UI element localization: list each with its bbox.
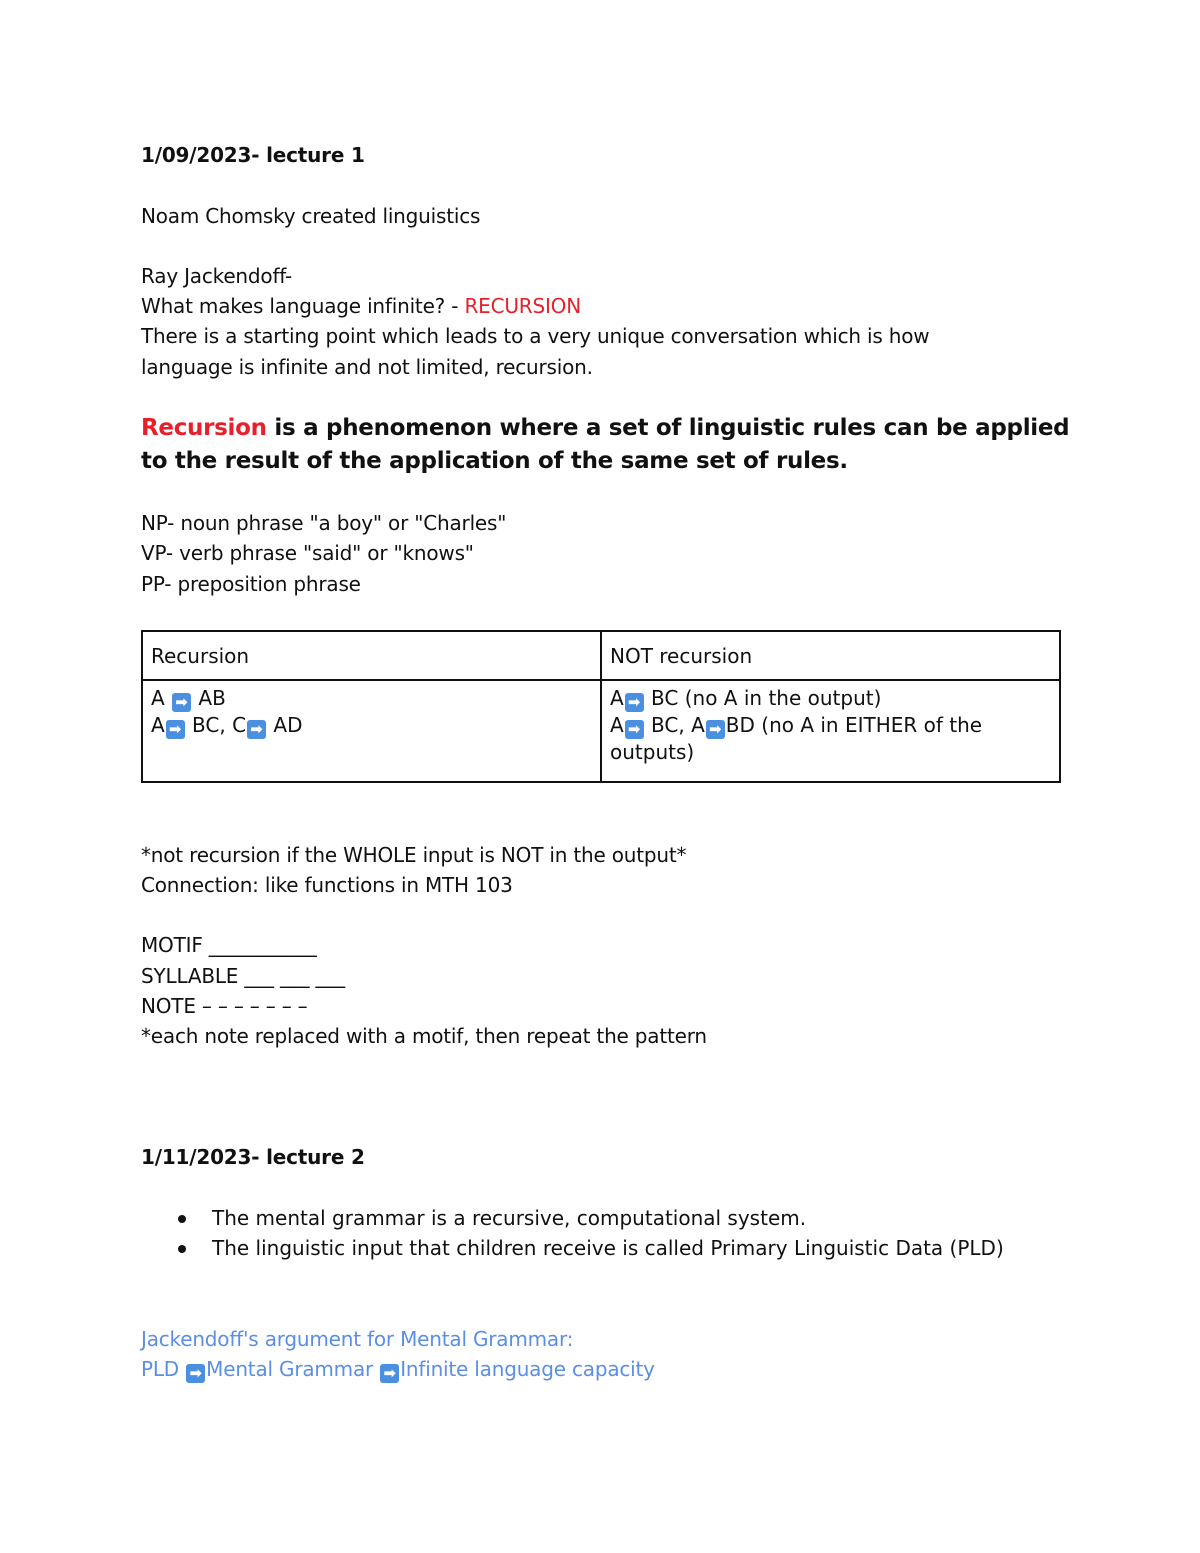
question-line <box>141 291 581 321</box>
lecture2-heading: 1/11/2023- lecture 2 <box>141 1145 365 1169</box>
not-recursion-rule-2: A ➡ BC, A ➡ BD (no A in EITHER of the <box>610 713 983 738</box>
arrow-right-icon: ➡ <box>166 720 185 739</box>
question-text: What makes language infinite? - <box>141 294 465 318</box>
arrow-right-icon: ➡ <box>186 1364 205 1383</box>
syllable-line: SYLLABLE ___ ___ ___ <box>141 964 345 988</box>
arrow-right-icon: ➡ <box>706 720 725 739</box>
table-row <box>142 680 1060 782</box>
arrow-right-icon: ➡ <box>625 693 644 712</box>
argument-flow: PLD ➡ Mental Grammar ➡ Infinite language capacity <box>141 1357 655 1382</box>
recursion-cell <box>142 680 601 782</box>
arrow-right-icon: ➡ <box>247 720 266 739</box>
lecture1-heading: 1/09/2023- lecture 1 <box>141 143 365 167</box>
arrow-right-icon: ➡ <box>625 720 644 739</box>
recursion-rule-1: A ➡ AB <box>151 686 226 711</box>
definition-line-2: to the result of the application of the same set of rules. <box>141 448 848 474</box>
recursion-table <box>141 630 1061 783</box>
definition-text-1: is a phenomenon where a set of linguistic rules can be applied <box>266 415 1070 441</box>
definition-term: Recursion <box>141 415 267 441</box>
connection-line: Connection: like functions in MTH 103 <box>141 873 513 897</box>
each-note-line: *each note replaced with a motif, then repeat the pattern <box>141 1024 707 1048</box>
argument-title: Jackendoff's argument for Mental Grammar: <box>141 1327 574 1351</box>
not-recursion-rule-2-cont: outputs) <box>610 740 695 764</box>
list-item: The linguistic input that children receive is called Primary Linguistic Data (PLD) <box>141 1233 1012 1263</box>
arrow-right-icon: ➡ <box>172 693 191 712</box>
motif-line: MOTIF ___________ <box>141 933 317 957</box>
jackendoff-line: Ray Jackendoff- <box>141 264 293 288</box>
recursion-rule-2: A ➡ BC, C ➡ AD <box>151 713 303 738</box>
not-recursion-rule-1: A ➡ BC (no A in the output) <box>610 686 882 711</box>
header-recursion: Recursion <box>142 631 601 680</box>
list-item: The mental grammar is a recursive, computational system. <box>141 1203 1012 1233</box>
arrow-right-icon: ➡ <box>380 1364 399 1383</box>
answer-recursion: RECURSION <box>464 294 581 318</box>
note-line: NOTE – – – – – – – <box>141 994 308 1018</box>
lecture2-bullet-list <box>141 1203 1012 1263</box>
explain-line-1: There is a starting point which leads to a very unique conversation which is how <box>141 324 930 348</box>
explain-line-2: language is infinite and not limited, recursion. <box>141 355 593 379</box>
table-header-row <box>142 631 1060 680</box>
not-recursion-cell <box>601 680 1060 782</box>
header-not-recursion: NOT recursion <box>601 631 1060 680</box>
whole-input-note: *not recursion if the WHOLE input is NOT in the output* <box>141 843 687 867</box>
pp-line: PP- preposition phrase <box>141 572 361 596</box>
np-line: NP- noun phrase "a boy" or "Charles" <box>141 511 507 535</box>
bullet-icon <box>178 1215 186 1223</box>
chomsky-line: Noam Chomsky created linguistics <box>141 204 481 228</box>
vp-line: VP- verb phrase "said" or "knows" <box>141 541 474 565</box>
bullet-icon <box>178 1245 186 1253</box>
definition-line-1 <box>141 412 1069 445</box>
